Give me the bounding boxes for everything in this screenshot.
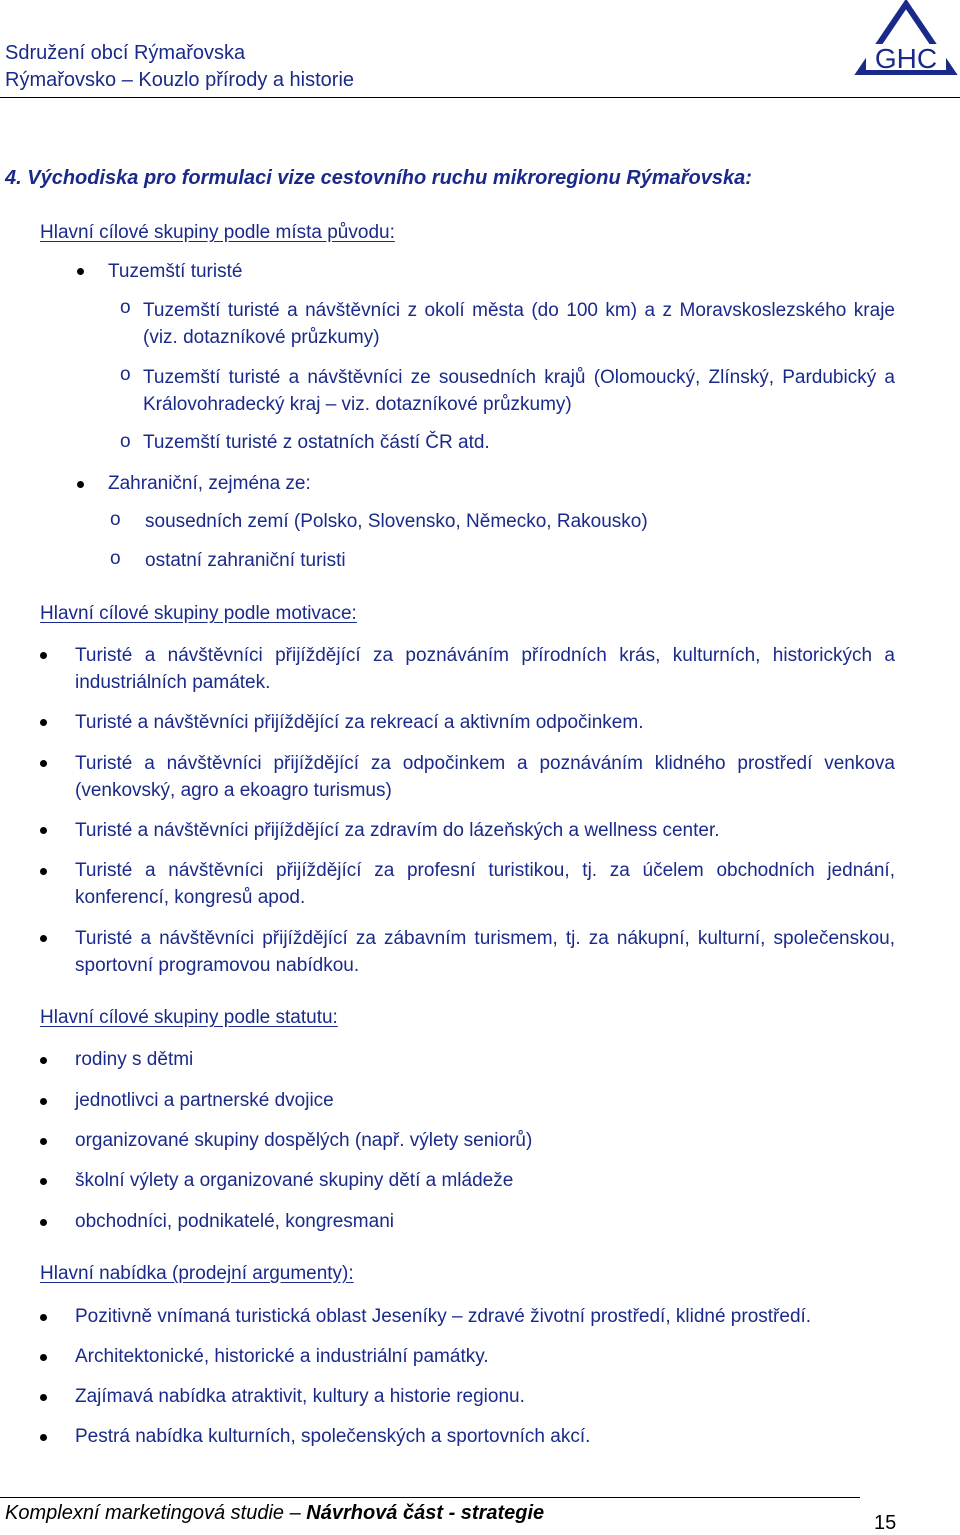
list-item: Architektonické, historické a industriální památky. xyxy=(75,1346,489,1367)
list-item: Turisté a návštěvníci přijíždějící za odpočinkem a poznáváním klidného prostředí venkova (venkovský, agro a ekoagro turismus) xyxy=(75,753,895,801)
bullet-o: o xyxy=(110,548,121,569)
bullet-dot xyxy=(40,719,47,726)
list-item: Pestrá nabídka kulturních, společenských a sportovních akcí. xyxy=(75,1426,591,1447)
bullet-dot xyxy=(40,1057,47,1064)
section-title: 4. Východiska pro formulaci vize cestovního ruchu mikroregionu Rýmařovska: xyxy=(5,167,752,189)
footer-text xyxy=(5,1502,544,1525)
list-item: školní výlety a organizované skupiny dětí a mládeže xyxy=(75,1170,514,1191)
list-item: Zajímavá nabídka atraktivit, kultury a historie regionu. xyxy=(75,1386,525,1407)
bullet-o: o xyxy=(120,364,131,385)
list-item: Turisté a návštěvníci přijíždějící za rekreací a aktivním odpočinkem. xyxy=(75,712,644,733)
footer-text-bold: Návrhová část - strategie xyxy=(306,1502,545,1524)
list-item: Turisté a návštěvníci přijíždějící za poznáváním přírodních krás, kulturních, historických a industriálních památek. xyxy=(75,645,895,693)
ghc-logo xyxy=(852,0,960,80)
list-item: Turisté a návštěvníci přijíždějící za profesní turistikou, tj. za účelem obchodních jednání, konferencí, kongresů apod. xyxy=(75,860,895,908)
list-subitem: Tuzemští turisté z ostatních částí ČR atd. xyxy=(143,432,490,453)
bullet-dot xyxy=(77,268,84,275)
footer-text-normal: Komplexní marketingová studie – xyxy=(5,1502,307,1524)
page-number: 15 xyxy=(874,1512,897,1534)
section4-heading: Hlavní nabídka (prodejní argumenty): xyxy=(40,1263,354,1284)
bullet-dot xyxy=(40,1434,47,1441)
bullet-dot xyxy=(40,652,47,659)
bullet-dot xyxy=(40,935,47,942)
list-item: organizované skupiny dospělých (např. výlety seniorů) xyxy=(75,1130,533,1151)
bullet-dot xyxy=(40,868,47,875)
list-item: Zahraniční, zejména ze: xyxy=(108,473,311,494)
list-item: Pozitivně vnímaná turistická oblast Jeseníky – zdravé životní prostředí, klidné prostředí. xyxy=(75,1306,812,1327)
header-subtitle: Rýmařovsko – Kouzlo přírody a historie xyxy=(5,69,355,91)
bullet-dot xyxy=(77,481,84,488)
section2-heading: Hlavní cílové skupiny podle motivace: xyxy=(40,603,357,624)
list-subitem: Tuzemští turisté a návštěvníci ze sousedních krajů (Olomoucký, Zlínský, Pardubický a Královohradecký kraj – viz. dotazníkové průzkumy) xyxy=(143,367,895,415)
section3-heading: Hlavní cílové skupiny podle statutu: xyxy=(40,1007,338,1028)
bullet-dot xyxy=(40,1354,47,1361)
list-item: Turisté a návštěvníci přijíždějící za zdravím do lázeňských a wellness center. xyxy=(75,820,720,841)
list-item: rodiny s dětmi xyxy=(75,1049,194,1070)
bullet-dot xyxy=(40,1394,47,1401)
list-subitem: sousedních zemí (Polsko, Slovensko, Německo, Rakousko) xyxy=(145,511,648,532)
list-item: Turisté a návštěvníci přijíždějící za zábavním turismem, tj. za nákupní, kulturní, společenskou, sportovní programovou nabídkou. xyxy=(75,928,895,976)
bullet-dot xyxy=(40,1178,47,1185)
bullet-dot xyxy=(40,1219,47,1226)
bullet-o: o xyxy=(110,509,121,530)
bullet-dot xyxy=(40,1098,47,1105)
list-subitem: ostatní zahraniční turisti xyxy=(145,550,346,571)
list-item: obchodníci, podnikatelé, kongresmani xyxy=(75,1211,394,1232)
section1-heading: Hlavní cílové skupiny podle místa původu: xyxy=(40,222,395,243)
logo-text: GHC xyxy=(874,43,938,74)
header-divider xyxy=(0,97,960,98)
header-org: Sdružení obcí Rýmařovska xyxy=(5,42,246,64)
bullet-dot xyxy=(40,1314,47,1321)
bullet-dot xyxy=(40,827,47,834)
footer-divider xyxy=(0,1497,860,1498)
bullet-o: o xyxy=(120,297,131,318)
list-item: Tuzemští turisté xyxy=(108,261,243,282)
list-item: jednotlivci a partnerské dvojice xyxy=(75,1090,334,1111)
list-subitem: Tuzemští turisté a návštěvníci z okolí města (do 100 km) a z Moravskoslezského kraje (viz. dotazníkové průzkumy) xyxy=(143,300,895,348)
bullet-dot xyxy=(40,760,47,767)
bullet-o: o xyxy=(120,431,131,452)
bullet-dot xyxy=(40,1138,47,1145)
